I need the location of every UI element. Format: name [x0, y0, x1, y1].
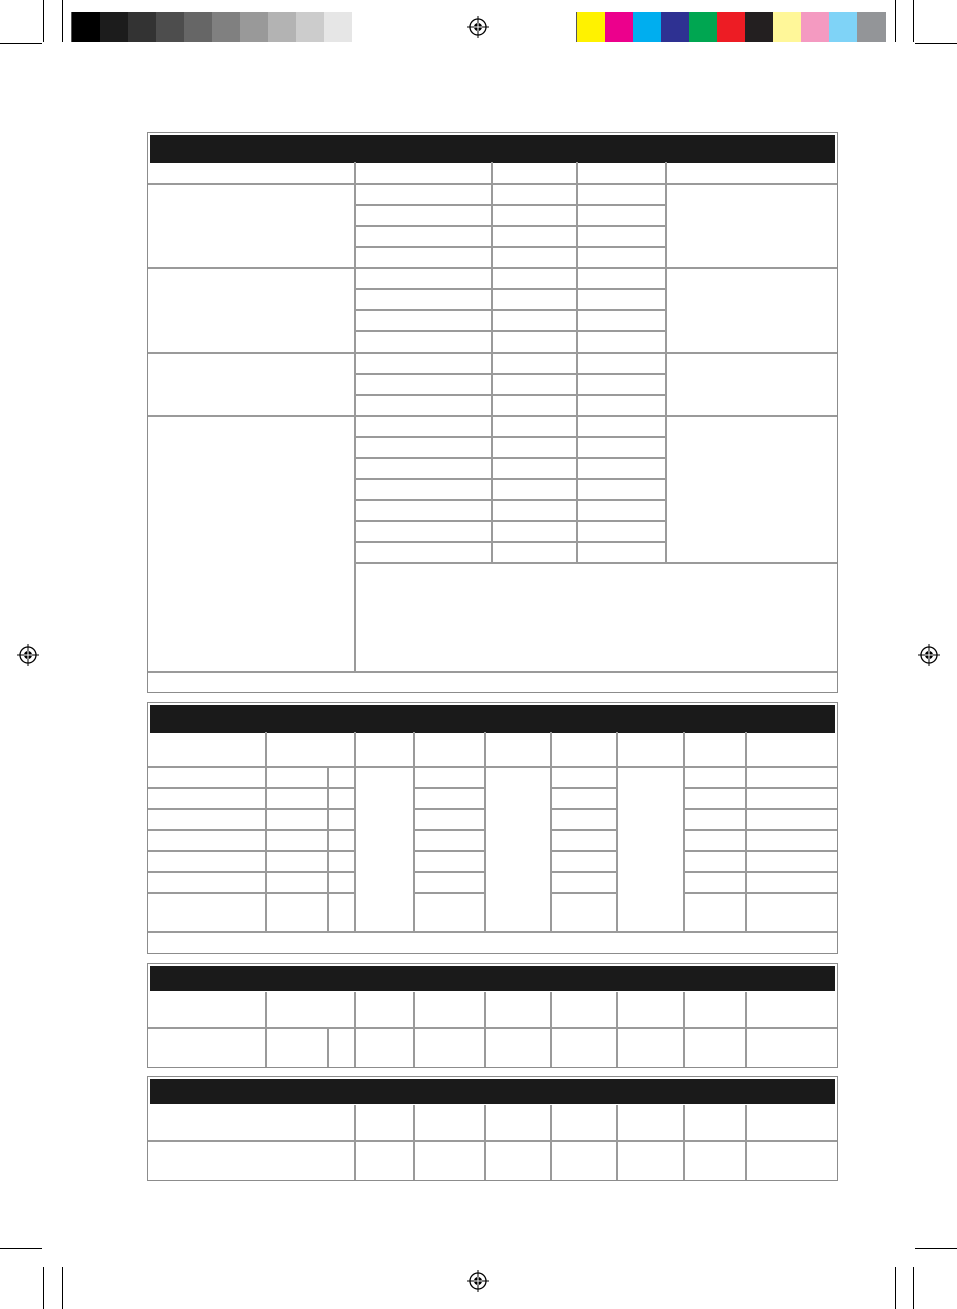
- color-swatch: [324, 12, 353, 42]
- color-swatch: [801, 12, 830, 42]
- row-line: [148, 850, 266, 852]
- section-4-table: [147, 1076, 838, 1181]
- row-line: [413, 871, 485, 873]
- row-line: [683, 892, 746, 894]
- color-swatch: [745, 12, 774, 42]
- row-line: [148, 892, 266, 894]
- color-swatch: [128, 12, 157, 42]
- row-line: [148, 808, 266, 810]
- row-line: [148, 871, 266, 873]
- registration-target-icon: [918, 644, 940, 666]
- color-swatch: [156, 12, 185, 42]
- row-line: [328, 829, 355, 831]
- row-line: [266, 829, 328, 831]
- registration-target-icon: [467, 16, 489, 38]
- row-line: [328, 892, 355, 894]
- row-line: [683, 850, 746, 852]
- row-line: [266, 871, 328, 873]
- row-line: [328, 850, 355, 852]
- row-line: [683, 871, 746, 873]
- row-line: [328, 787, 355, 789]
- row-line: [746, 850, 837, 852]
- row-line: [266, 808, 328, 810]
- row-line: [683, 787, 746, 789]
- row-line: [413, 892, 485, 894]
- color-swatch: [268, 12, 297, 42]
- row-line: [413, 829, 485, 831]
- section-1-table: [147, 132, 838, 693]
- row-line: [550, 787, 617, 789]
- color-swatch: [633, 12, 662, 42]
- section-2-header-bar: [150, 705, 835, 733]
- row-line: [550, 871, 617, 873]
- row-line: [683, 829, 746, 831]
- color-swatch: [773, 12, 802, 42]
- registration-target-icon: [467, 1270, 489, 1292]
- row-line: [413, 808, 485, 810]
- section-2-table: [147, 702, 838, 954]
- row-line: [266, 787, 328, 789]
- row-line: [746, 871, 837, 873]
- row-line: [746, 808, 837, 810]
- color-swatch: [184, 12, 213, 42]
- row-line: [328, 808, 355, 810]
- color-swatch: [212, 12, 241, 42]
- row-line: [746, 829, 837, 831]
- section-3-table: [147, 963, 838, 1068]
- registration-target-icon: [17, 644, 39, 666]
- row-line: [746, 892, 837, 894]
- color-swatch: [240, 12, 269, 42]
- row-line: [550, 808, 617, 810]
- row-line: [328, 871, 355, 873]
- color-swatch: [577, 12, 606, 42]
- row-line: [550, 829, 617, 831]
- section-3-header-bar: [150, 966, 835, 991]
- row-line: [148, 787, 266, 789]
- color-swatch: [829, 12, 858, 42]
- color-swatch: [605, 12, 634, 42]
- color-swatch: [352, 12, 381, 42]
- color-swatch: [100, 12, 129, 42]
- row-line: [266, 850, 328, 852]
- row-line: [413, 787, 485, 789]
- section-1-header-bar: [150, 135, 835, 163]
- section-4-header-bar: [150, 1079, 835, 1104]
- row-line: [413, 850, 485, 852]
- color-swatch: [296, 12, 325, 42]
- row-line: [148, 829, 266, 831]
- row-line: [266, 892, 328, 894]
- row-line: [683, 808, 746, 810]
- color-swatch: [717, 12, 746, 42]
- row-line: [550, 850, 617, 852]
- color-swatch: [72, 12, 101, 42]
- color-swatch: [661, 12, 690, 42]
- color-swatch: [857, 12, 886, 42]
- row-line: [746, 787, 837, 789]
- color-swatch: [689, 12, 718, 42]
- row-line: [550, 892, 617, 894]
